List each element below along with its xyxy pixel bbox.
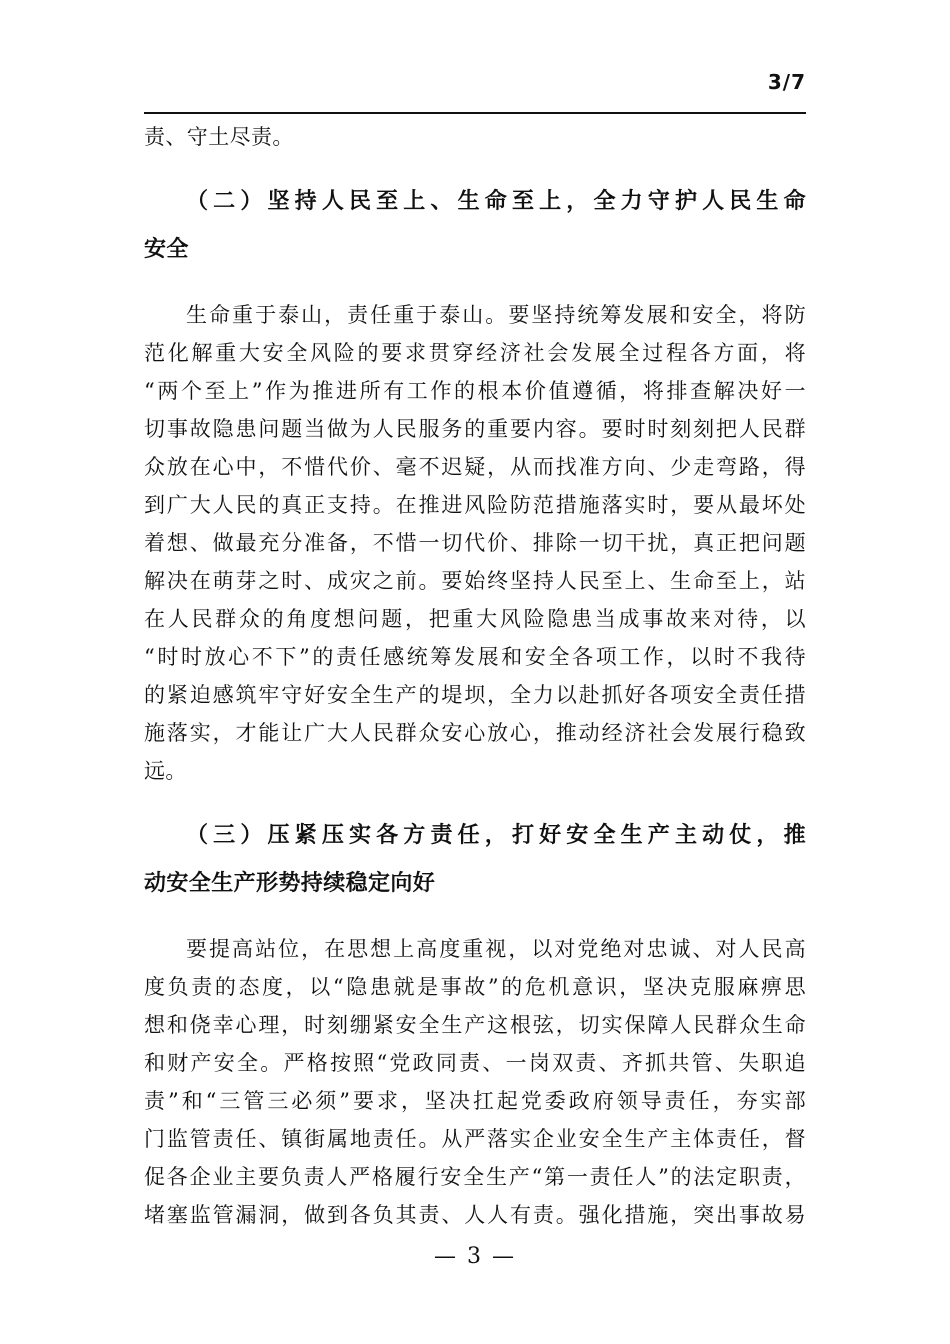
document-body xyxy=(144,118,806,1234)
page-counter: 3/7 xyxy=(767,70,806,94)
paragraph-line: 促各企业主要负责人严格履行安全生产“第一责任人”的法定职责， xyxy=(144,1165,806,1189)
paragraph-line: 在人民群众的角度想问题，把重大风险隐患当成事故来对待，以 xyxy=(144,607,806,631)
paragraph-line: 度负责的态度，以“隐患就是事故”的危机意识，坚决克服麻痹思 xyxy=(144,975,806,999)
paragraph-line: 责”和“三管三必须”要求，坚决扛起党委政府领导责任，夯实部 xyxy=(144,1089,806,1113)
paragraph-line: 施落实，才能让广大人民群众安心放心，推动经济社会发展行稳致 xyxy=(144,721,806,745)
section-3-paragraph xyxy=(144,930,806,1234)
paragraph-line: 的紧迫感筑牢守好安全生产的堤坝，全力以赴抓好各项安全责任措 xyxy=(144,683,806,707)
continuation-line: 责、守土尽责。 xyxy=(144,125,294,149)
paragraph-line: 着想、做最充分准备，不惜一切代价、排除一切干扰，真正把问题 xyxy=(144,531,806,555)
heading-line: （三）压紧压实各方责任，打好安全生产主动仗，推 xyxy=(186,823,806,848)
paragraph-line: 到广大人民的真正支持。在推进风险防范措施落实时，要从最坏处 xyxy=(144,493,806,517)
paragraph-line: 解决在萌芽之时、成灾之前。要始终坚持人民至上、生命至上，站 xyxy=(144,569,806,593)
footer-page-number: — 3 — xyxy=(434,1244,516,1269)
paragraph-line: “时时放心不下”的责任感统筹发展和安全各项工作，以时不我待 xyxy=(144,645,806,669)
paragraph-line: 堵塞监管漏洞，做到各负其责、人人有责。强化措施，突出事故易 xyxy=(144,1203,806,1227)
heading-line: （二）坚持人民至上、生命至上，全力守护人民生命 xyxy=(186,189,806,214)
paragraph-line: 想和侥幸心理，时刻绷紧安全生产这根弦，切实保障人民群众生命 xyxy=(144,1013,806,1037)
paragraph-line: “两个至上”作为推进所有工作的根本价值遵循，将排查解决好一 xyxy=(144,379,806,403)
paragraph-line: 要提高站位，在思想上高度重视，以对党绝对忠诚、对人民高 xyxy=(186,937,806,961)
paragraph-line: 生命重于泰山，责任重于泰山。要坚持统筹发展和安全，将防 xyxy=(186,303,806,327)
paragraph-line: 远。 xyxy=(144,759,187,783)
heading-line: 动安全生产形势持续稳定向好 xyxy=(144,871,436,896)
paragraph-line: 和财产安全。严格按照“党政同责、一岗双责、齐抓共管、失职追 xyxy=(144,1051,806,1075)
section-2-heading xyxy=(144,178,806,274)
section-2-paragraph xyxy=(144,296,806,790)
header-rule xyxy=(144,112,806,114)
heading-line: 安全 xyxy=(144,237,189,262)
section-3-heading xyxy=(144,812,806,908)
paragraph-line: 众放在心中，不惜代价、毫不迟疑，从而找准方向、少走弯路，得 xyxy=(144,455,806,479)
paragraph-line: 切事故隐患问题当做为人民服务的重要内容。要时时刻刻把人民群 xyxy=(144,417,806,441)
paragraph-line: 范化解重大安全风险的要求贯穿经济社会发展全过程各方面，将 xyxy=(144,341,806,365)
paragraph-line: 门监管责任、镇街属地责任。从严落实企业安全生产主体责任，督 xyxy=(144,1127,806,1151)
